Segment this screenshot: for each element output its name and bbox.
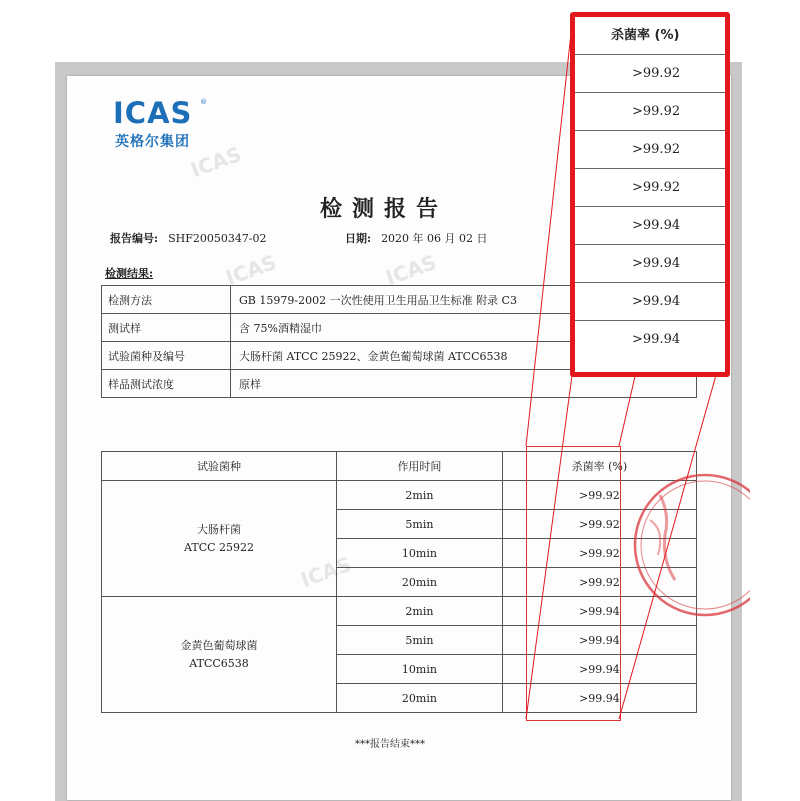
rate-cell: >99.94 <box>502 655 696 684</box>
rate-cell: >99.92 <box>502 539 696 568</box>
info-key: 检测方法 <box>102 286 231 314</box>
time-cell: 2min <box>337 597 503 626</box>
rate-cell: >99.94 <box>502 597 696 626</box>
logo-registered-mark: ® <box>200 98 207 106</box>
bacterium-code: ATCC6538 <box>189 656 249 670</box>
watermark: ICAS <box>222 249 280 291</box>
time-cell: 10min <box>337 539 503 568</box>
column-header: 作用时间 <box>337 452 503 481</box>
zoom-header: 杀菌率 (%) <box>575 17 725 55</box>
rate-cell: >99.92 <box>502 481 696 510</box>
rate-cell: >99.92 <box>502 510 696 539</box>
rate-cell: >99.94 <box>502 684 696 713</box>
zoom-value: >99.92 <box>575 55 725 93</box>
info-value: 含 75%酒精湿巾 <box>231 314 697 342</box>
info-value: 大肠杆菌 ATCC 25922、金黄色葡萄球菌 ATCC6538 <box>231 342 697 370</box>
watermark: ICAS <box>187 141 245 183</box>
info-key: 样品测试浓度 <box>102 370 231 398</box>
time-cell: 20min <box>337 568 503 597</box>
report-number-label: 报告编号: <box>110 232 159 245</box>
zoom-value: >99.94 <box>575 207 725 245</box>
report-title: 检测报告 <box>320 196 449 222</box>
time-cell: 20min <box>337 684 503 713</box>
zoom-value: >99.92 <box>575 93 725 131</box>
zoom-value: >99.92 <box>575 131 725 169</box>
watermark: ICAS <box>382 249 440 291</box>
time-cell: 2min <box>337 481 503 510</box>
bacterium-name: 大肠杆菌 <box>197 522 242 536</box>
column-header: 杀菌率 (%) <box>502 452 696 481</box>
time-cell: 5min <box>337 510 503 539</box>
rate-cell: >99.94 <box>502 626 696 655</box>
section-heading: 检测结果: <box>105 267 154 280</box>
column-header: 试验菌种 <box>102 452 337 481</box>
bacterium-code: ATCC 25922 <box>184 540 255 554</box>
zoom-value: >99.94 <box>632 332 681 347</box>
info-value: GB 15979-2002 一次性使用卫生用品卫生标准 附录 C3 <box>231 286 697 314</box>
zoom-value: >99.94 <box>575 283 725 321</box>
zoom-value: >99.94 <box>575 245 725 283</box>
info-key: 试验菌种及编号 <box>102 342 231 370</box>
report-number-value: SHF20050347-02 <box>168 232 267 245</box>
zoom-value: >99.92 <box>575 169 725 207</box>
time-cell: 10min <box>337 655 503 684</box>
report-date-label: 日期: <box>345 232 372 245</box>
info-value: 原样 <box>231 370 697 398</box>
zoom-callout <box>570 12 730 377</box>
report-date-value: 2020 年 06 月 02 日 <box>381 232 488 245</box>
bacterium-name: 金黄色葡萄球菌 <box>180 638 258 652</box>
logo-chinese-name: 英格尔集团 <box>115 134 190 150</box>
rate-cell: >99.92 <box>502 568 696 597</box>
time-cell: 5min <box>337 626 503 655</box>
info-key: 测试样 <box>102 314 231 342</box>
logo-word: ICAS <box>113 96 193 130</box>
report-end: ***报告结束*** <box>355 739 425 750</box>
watermark: ICAS <box>297 551 355 593</box>
